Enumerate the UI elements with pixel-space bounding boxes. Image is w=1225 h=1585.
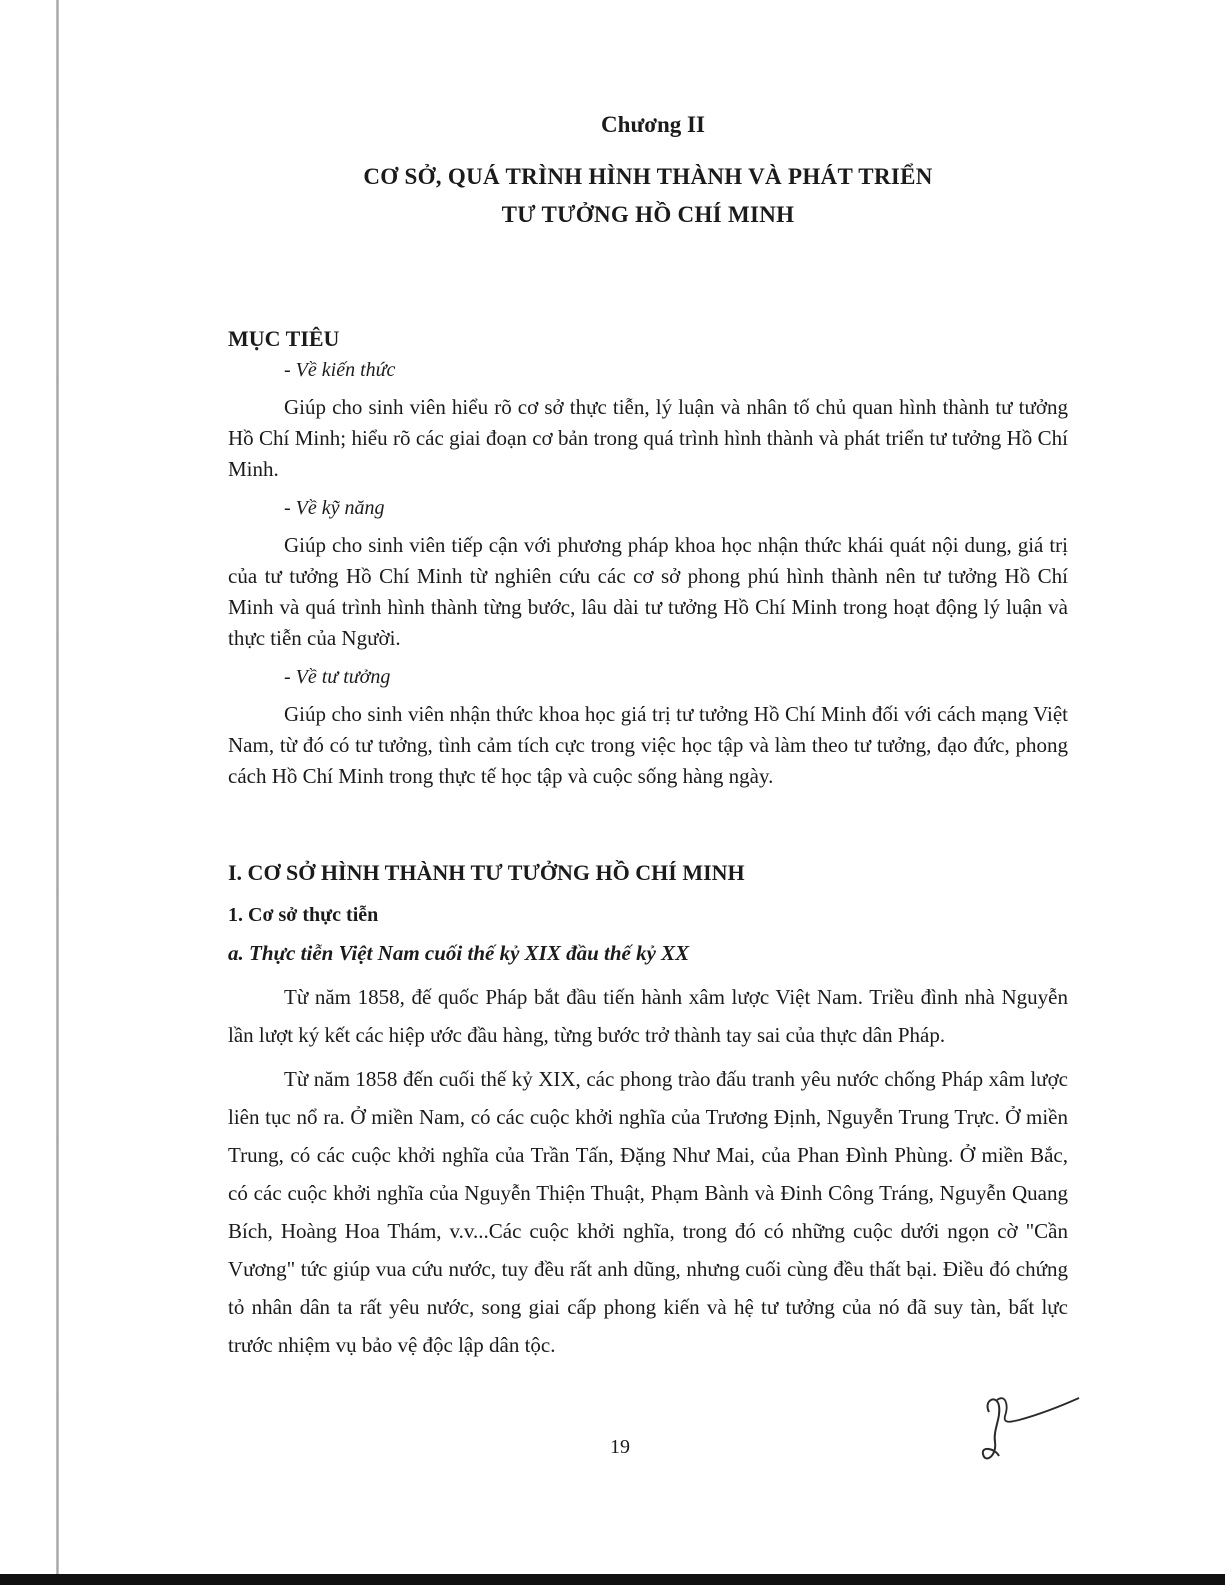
- chapter-label: Chương II: [601, 112, 705, 137]
- section-subheading: 1. Cơ sở thực tiễn: [228, 904, 379, 926]
- chapter-title-line-2: TƯ TƯỞNG HỒ CHÍ MINH: [501, 202, 795, 227]
- section-subsubheading: a. Thực tiễn Việt Nam cuối thế kỷ XIX đầu thế kỷ XX: [228, 941, 690, 965]
- objective-skills-text: Giúp cho sinh viên tiếp cận với phương pháp khoa học nhận thức khái quát nội dung, giá trị của tư tưởng Hồ Chí Minh từ nghiên cứu các cơ sở phong phú hình thành nên tư tưởng Hồ Chí Minh và quá trình hình thành từng bước, lâu dài tư tưởng Hồ Chí Minh trong hoạt động lý luận và thực tiễn của Người.: [228, 533, 1068, 650]
- section-i: [228, 860, 1068, 1364]
- section-heading: I. CƠ SỞ HÌNH THÀNH TƯ TƯỞNG HỒ CHÍ MINH: [228, 860, 745, 885]
- objective-skills-label: - Về kỹ năng: [284, 497, 385, 519]
- objective-thought-text: Giúp cho sinh viên nhận thức khoa học giá trị tư tưởng Hồ Chí Minh đối với cách mạng Việt Nam, từ đó có tư tưởng, tình cảm tích cực trong việc học tập và làm theo tư tưởng, đạo đức, phong cách Hồ Chí Minh trong thực tế học tập và cuộc sống hàng ngày.: [228, 702, 1068, 788]
- section-paragraph-1: Từ năm 1858, đế quốc Pháp bắt đầu tiến hành xâm lược Việt Nam. Triều đình nhà Nguyễn lần lượt ký kết các hiệp ước đầu hàng, từng bước trở thành tay sai của thực dân Pháp.: [228, 985, 1068, 1047]
- document-page: [228, 112, 1068, 1370]
- signature-icon: [975, 1390, 1085, 1470]
- scan-bottom-edge: [0, 1574, 1225, 1585]
- page-number: 19: [610, 1436, 630, 1458]
- objective-thought-label: - Về tư tưởng: [284, 666, 391, 688]
- objective-knowledge-label: - Về kiến thức: [284, 359, 396, 381]
- chapter-title-line-1: CƠ SỞ, QUÁ TRÌNH HÌNH THÀNH VÀ PHÁT TRIỂN: [363, 164, 933, 189]
- section-paragraph-2: Từ năm 1858 đến cuối thế kỷ XIX, các phong trào đấu tranh yêu nước chống Pháp xâm lược liên tục nổ ra. Ở miền Nam, có các cuộc khởi nghĩa của Trương Định, Nguyễn Trung Trực. Ở miền Trung, có các cuộc khởi nghĩa của Trần Tấn, Đặng Như Mai, của Phan Đình Phùng. Ở miền Bắc, có các cuộc khởi nghĩa của Nguyễn Thiện Thuật, Phạm Bành và Đinh Công Tráng, Nguyễn Quang Bích, Hoàng Hoa Thám, v.v...Các cuộc khởi nghĩa, trong đó có những cuộc dưới ngọn cờ "Cần Vương" tức giúp vua cứu nước, tuy đều rất anh dũng, nhưng cuối cùng đều thất bại. Điều đó chứng tỏ nhân dân ta rất yêu nước, song giai cấp phong kiến và hệ tư tưởng của nó đã suy tàn, bất lực trước nhiệm vụ bảo vệ độc lập dân tộc.: [228, 1067, 1068, 1357]
- chapter-title: [228, 158, 1068, 234]
- objective-knowledge-text: Giúp cho sinh viên hiểu rõ cơ sở thực tiễn, lý luận và nhân tố chủ quan hình thành tư tưởng Hồ Chí Minh; hiểu rõ các giai đoạn cơ bản trong quá trình hình thành và phát triển tư tưởng Hồ Chí Minh.: [228, 395, 1068, 481]
- objectives-section: [228, 326, 1068, 792]
- scan-left-edge: [56, 0, 59, 1585]
- objectives-heading: MỤC TIÊU: [228, 326, 340, 351]
